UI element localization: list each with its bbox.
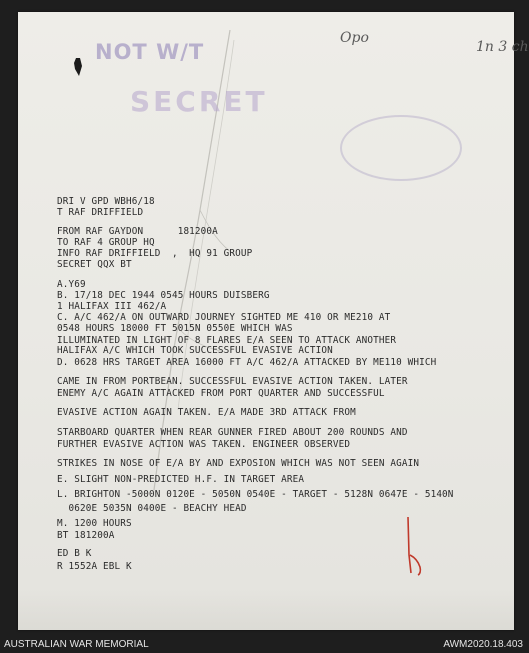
message-line: C. A/C 462/A ON OUTWARD JOURNEY SIGHTED ME 410 OR ME210 AT	[57, 312, 391, 323]
message-line: SECRET QQX BT	[57, 259, 132, 270]
message-line: EVASIVE ACTION AGAIN TAKEN. E/A MADE 3RD ATTACK FROM	[57, 407, 356, 418]
message-line: B. 17/18 DEC 1944 0545 HOURS DUISBERG	[57, 290, 270, 301]
message-line: DRI V GPD WBH6/18	[57, 196, 155, 207]
message-line: 0548 HOURS 18000 FT 5015N 0550E WHICH WAS	[57, 323, 293, 334]
message-line: HALIFAX A/C WHICH TOOK SUCCESSFUL EVASIVE ACTION	[57, 345, 333, 356]
red-pencil-mark	[402, 515, 426, 577]
pencil-annotation-top: Opo	[340, 30, 369, 46]
message-line: STARBOARD QUARTER WHEN REAR GUNNER FIRED ABOUT 200 ROUNDS AND	[57, 427, 408, 438]
message-line: FROM RAF GAYDON 181200A	[57, 226, 218, 237]
secret-stamp: SECRET	[130, 85, 268, 118]
message-line: STRIKES IN NOSE OF E/A BY AND EXPOSION WHICH WAS NOT SEEN AGAIN	[57, 458, 420, 469]
message-line: D. 0628 HRS TARGET AREA 16000 FT A/C 462/A ATTACKED BY ME110 WHICH	[57, 357, 437, 368]
not-wt-stamp: NOT W/T	[95, 40, 205, 64]
message-line: 0620E 5035N 0400E - BEACHY HEAD	[57, 503, 247, 514]
message-line: BT 181200A	[57, 530, 115, 541]
message-line: L. BRIGHTON -5000N 0120E - 5050N 0540E - TARGET - 5128N 0647E - 5140N	[57, 489, 454, 500]
message-line: TO RAF 4 GROUP HQ	[57, 237, 155, 248]
message-line: T RAF DRIFFIELD	[57, 207, 144, 218]
message-line: ED B K	[57, 548, 92, 559]
message-line: CAME IN FROM PORTBEAN. SUCCESSFUL EVASIVE ACTION TAKEN. LATER	[57, 376, 408, 387]
paper-shadow	[18, 590, 514, 630]
message-line: M. 1200 HOURS	[57, 518, 132, 529]
message-line: FURTHER EVASIVE ACTION WAS TAKEN. ENGINEER OBSERVED	[57, 439, 351, 450]
message-line: INFO RAF DRIFFIELD , HQ 91 GROUP	[57, 248, 253, 259]
message-line: ENEMY A/C AGAIN ATTACKED FROM PORT QUARTER AND SUCCESSFUL	[57, 388, 385, 399]
message-line: E. SLIGHT NON-PREDICTED H.F. IN TARGET AREA	[57, 474, 305, 485]
oval-stamp	[340, 115, 462, 181]
message-line: R 1552A EBL K	[57, 561, 132, 572]
message-line: A.Y69	[57, 279, 86, 290]
message-line: ILLUMINATED IN LIGHT OF 8 FLARES E/A SEEN TO ATTACK ANOTHER	[57, 335, 397, 346]
footer-institution: AUSTRALIAN WAR MEMORIAL	[4, 639, 149, 650]
message-line: 1 HALIFAX III 462/A	[57, 301, 167, 312]
footer-accession-number: AWM2020.18.403	[443, 639, 523, 650]
pin-mark	[73, 57, 83, 77]
pencil-annotation-corner: 1n 3 ch	[476, 39, 529, 55]
